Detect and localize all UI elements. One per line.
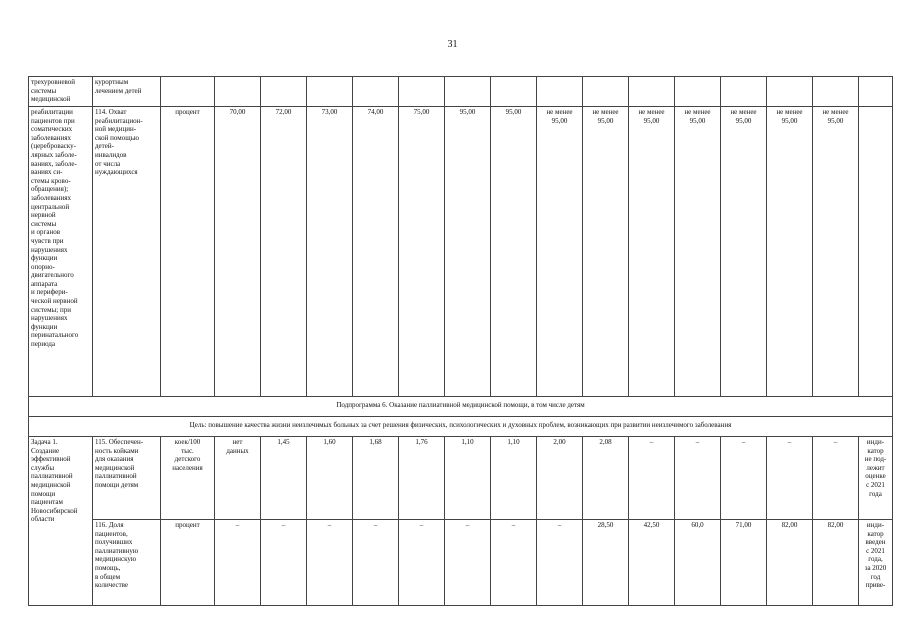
value-cell: – <box>353 520 399 606</box>
value-cell: – <box>491 520 537 606</box>
task-cell: трехуровневой системы медицинской <box>29 77 93 107</box>
table-row-115 <box>29 437 893 520</box>
value-cell: нет данных <box>215 437 261 520</box>
value-cell: 1,10 <box>445 437 491 520</box>
value-cell: – <box>215 520 261 606</box>
value-cell: не менее 95,00 <box>675 107 721 397</box>
value-cell: 1,68 <box>353 437 399 520</box>
value-cell: 82,00 <box>767 520 813 606</box>
value-cell: – <box>813 437 859 520</box>
value-cell: 42,50 <box>629 520 675 606</box>
indicator-cell: курортным лечением детей <box>93 77 161 107</box>
goal-row <box>29 417 893 437</box>
note-cell: инди- катор введен с 2021 года, за 2020 год приве- <box>859 520 893 606</box>
value-cell: 75,00 <box>399 107 445 397</box>
value-cell: 1,10 <box>491 437 537 520</box>
value-cell: 60,0 <box>675 520 721 606</box>
indicators-table <box>28 76 893 606</box>
unit-cell: процент <box>161 520 215 606</box>
value-cell: не менее 95,00 <box>721 107 767 397</box>
value-cell: 1,76 <box>399 437 445 520</box>
table-row-114 <box>29 107 893 397</box>
indicator-cell: 114. Охват реабилитацион- ной медицин- ской помощью детей- инвалидов от числа нуждающихся <box>93 107 161 397</box>
value-cell: 70,00 <box>215 107 261 397</box>
unit-cell: коек/100 тыс. детского населения <box>161 437 215 520</box>
indicator-cell: 116. Доля пациентов, получивших паллиативную медицинскую помощь, в общем количестве <box>93 520 161 606</box>
value-cell: 2,08 <box>583 437 629 520</box>
value-cell: не менее 95,00 <box>537 107 583 397</box>
value-cell: 28,50 <box>583 520 629 606</box>
value-cell: 95,00 <box>491 107 537 397</box>
value-cell: – <box>537 520 583 606</box>
value-cell: – <box>445 520 491 606</box>
table-row-top <box>29 77 893 107</box>
note-cell: инди- катор не под- лежит оценке с 2021 года <box>859 437 893 520</box>
value-cell: 82,00 <box>813 520 859 606</box>
value-cell: – <box>721 437 767 520</box>
value-cell: 73,00 <box>307 107 353 397</box>
value-cell: 2,00 <box>537 437 583 520</box>
indicator-cell: 115. Обеспечен- ность койками для оказания медицинской паллиативной помощи детям <box>93 437 161 520</box>
value-cell: 1,60 <box>307 437 353 520</box>
subprogram-row <box>29 397 893 417</box>
value-cell: не менее 95,00 <box>629 107 675 397</box>
page-number: 31 <box>447 39 458 50</box>
value-cell: – <box>629 437 675 520</box>
task-cell: Задача 1. Создание эффективной службы паллиативной медицинской помощи пациентам Новосибирской области <box>29 437 93 606</box>
value-cell: 95,00 <box>445 107 491 397</box>
task-cell: реабилитации пациентов при соматических заболеваниях (цереброваску- лярных заболе- ваниях, заболе- ваниях си- стемы крово- обращения); заболеваниях центральной нервной системы и органов чувств при нарушениях функции опорно- двигательного аппарата и перифери- ческой нервной системы; при нарушениях функции перинатального периода <box>29 107 93 397</box>
unit-cell: процент <box>161 107 215 397</box>
value-cell: 1,45 <box>261 437 307 520</box>
value-cell: 71,00 <box>721 520 767 606</box>
value-cell: не менее 95,00 <box>813 107 859 397</box>
value-cell: – <box>307 520 353 606</box>
value-cell: не менее 95,00 <box>583 107 629 397</box>
subprogram-title: Подпрограмма 6. Оказание паллиативной медицинской помощи, в том числе детям <box>29 397 893 417</box>
value-cell: 72,00 <box>261 107 307 397</box>
value-cell: 74,00 <box>353 107 399 397</box>
value-cell: – <box>399 520 445 606</box>
value-cell: – <box>767 437 813 520</box>
value-cell: – <box>261 520 307 606</box>
value-cell: – <box>675 437 721 520</box>
goal-text: Цель: повышение качества жизни неизлечимых больных за счет решения физических, психологических и духовных проблем, возникающих при развитии неизлечимого заболевания <box>29 417 893 437</box>
note-cell <box>859 107 893 397</box>
value-cell: не менее 95,00 <box>767 107 813 397</box>
table-row-116 <box>29 520 893 606</box>
